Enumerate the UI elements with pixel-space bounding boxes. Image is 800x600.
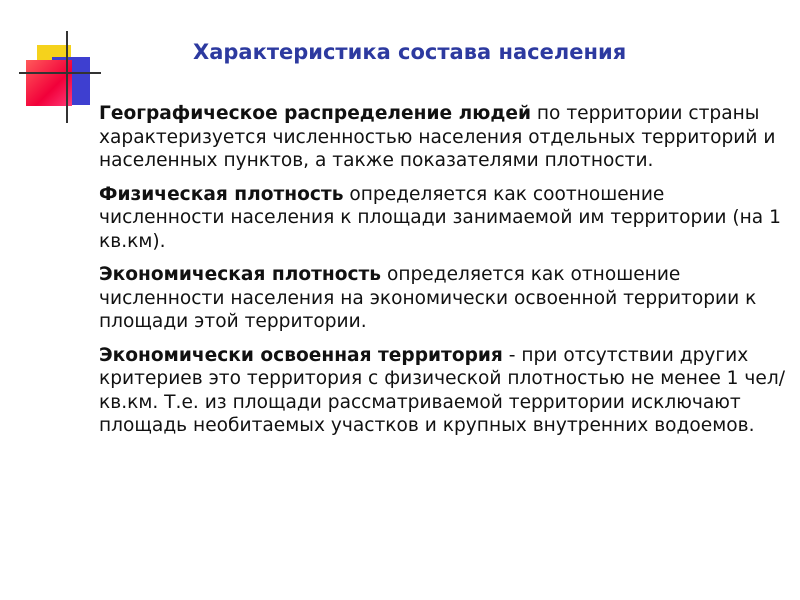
paragraph-physical-density: [99, 183, 789, 254]
definition-physical-density: определяется как соотношение численности населения к площади занимаемой им территории (на 1 кв.км).: [99, 183, 781, 252]
term-economically-developed-territory: Экономически освоенная территория: [99, 344, 503, 366]
slide-body: [99, 102, 789, 448]
slide-title: Характеристика состава населения: [193, 40, 627, 64]
term-geographic-distribution: Географическое распределение людей: [99, 103, 531, 124]
definition-economically-developed-territory: - при отсутствии других критериев это территория с физической плотностью не менее 1 чел/кв.км. Т.е. из площади рассматриваемой территории исключают площадь необитаемых участков и крупных внутренних водоемов.: [99, 344, 785, 436]
term-economic-density: Экономическая плотность: [99, 264, 382, 285]
definition-economic-density: определяется как отношение численности населения на экономически освоенной территории к площади этой территории.: [99, 264, 757, 332]
paragraph-economically-developed-territory: [99, 344, 789, 438]
paragraph-geographic-distribution: [99, 102, 789, 173]
paragraph-economic-density: [99, 263, 789, 334]
definition-geographic-distribution: по территории страны характеризуется численностью населения отдельных территорий и населенных пунктов, а также показателями плотности.: [99, 103, 776, 171]
decorative-horizontal-line: [19, 72, 101, 74]
decorative-vertical-line: [66, 31, 68, 123]
term-physical-density: Физическая плотность: [99, 183, 344, 205]
